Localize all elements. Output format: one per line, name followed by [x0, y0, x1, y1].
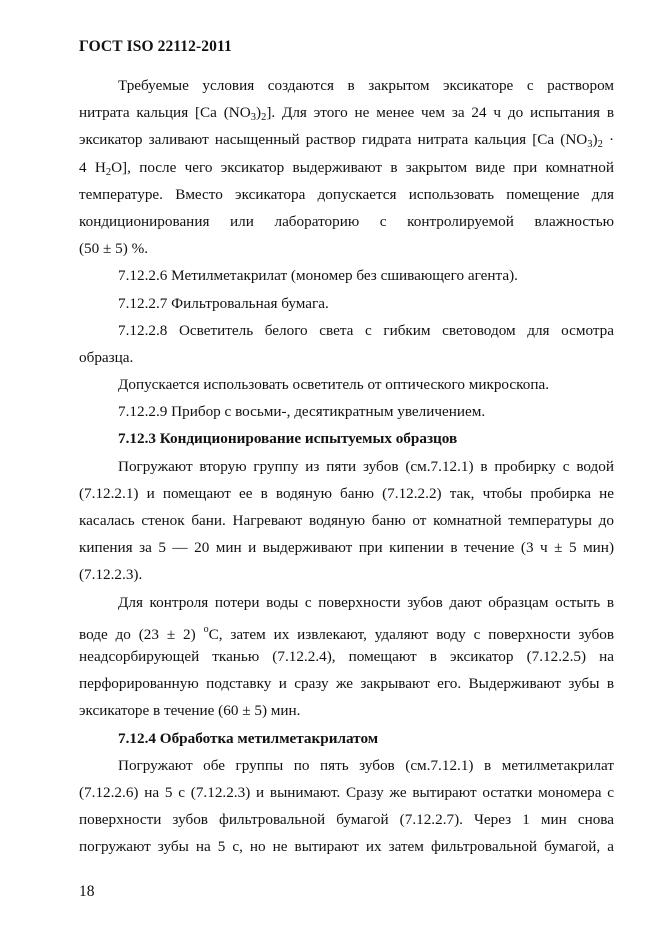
document-body [79, 72, 614, 860]
text-run: C, затем их извлекают, удаляют воду с поверхности зубов [208, 625, 614, 643]
subscript: 2 [105, 166, 112, 178]
text-run: O], после чего эксикатор выдерживают в закрытом виде при комнатной [111, 158, 615, 176]
text-line: образца. [79, 348, 134, 366]
microscope-note: Допускается использовать осветитель от оптического микроскопа. [118, 376, 549, 394]
text-line [79, 616, 614, 643]
text-line: (7.12.2.1) и помещают ее в водяную баню (7.12.2.2) так, чтобы пробирка не [79, 484, 614, 502]
text-line: Требуемые условия создаются в закрытом эксикаторе с раствором [118, 77, 614, 94]
paragraph-immersion [79, 453, 614, 589]
item-7-12-2-6: 7.12.2.6 Метилметакрилат (мономер без сшивающего агента). [118, 267, 518, 285]
paragraph-treatment [79, 752, 614, 861]
text-line: Для контроля потери воды с поверхности зубов дают образцам остыть в [118, 593, 614, 611]
page-number: 18 [79, 883, 95, 900]
text-line: кипения за 5 — 20 мин и выдерживают при кипении в течение (3 ч ± 5 мин) [79, 539, 614, 557]
section-heading-7-12-3: 7.12.3 Кондиционирование испытуемых образцов [118, 430, 458, 448]
text-run: воде до (23 ± 2) [79, 625, 204, 643]
subscript: 3 [587, 139, 593, 151]
text-line: (7.12.2.3). [79, 566, 143, 584]
text-line: кондиционирования или лабораторию с контролируемой влажностью [79, 212, 614, 230]
item-7-12-2-7: 7.12.2.7 Фильтровальная бумага. [118, 294, 329, 312]
paragraph-drying [79, 589, 614, 725]
document-header: ГОСТ ISO 22112-2011 [79, 38, 232, 55]
section-heading-7-12-4: 7.12.4 Обработка метилметакрилатом [118, 729, 379, 747]
subscript: 2 [597, 139, 603, 151]
text-line: перфорированную подставку и сразу же закрывают его. Выдерживают зубы в [79, 675, 614, 693]
text-run: · [602, 131, 614, 149]
text-line: эксикаторе в течение (60 ± 5) мин. [79, 702, 301, 720]
text-line: температуре. Вместо эксикатора допускается использовать помещение для [79, 185, 614, 203]
text-run: ]. Для этого не менее чем за 24 ч до испытания в [266, 104, 615, 122]
text-line: 7.12.2.8 Осветитель белого света с гибким световодом для осмотра [118, 321, 614, 339]
text-line: погружают зубы на 5 с, но не вытирают их затем фильтровальной бумагой, а [79, 838, 614, 856]
subscript: 3 [250, 112, 256, 124]
subscript: 2 [261, 112, 267, 124]
text-line [79, 154, 614, 181]
item-7-12-2-8 [79, 317, 614, 371]
text-line: (50 ± 5) %. [79, 240, 149, 258]
item-7-12-2-9: 7.12.2.9 Прибор с восьми-, десятикратным увеличением. [118, 403, 486, 421]
degree-superscript: o [203, 623, 209, 635]
text-line: поверхности зубов фильтровальной бумагой (7.12.2.7). Через 1 мин снова [79, 811, 614, 829]
paragraph-conditions [79, 72, 614, 262]
text-run: нитрата кальция [Ca (NO [79, 104, 251, 122]
text-line [79, 99, 614, 126]
text-line: Погружают обе группы по пять зубов (см.7.12.1) в метилметакрилат [118, 756, 614, 774]
text-line: (7.12.2.6) на 5 с (7.12.2.3) и вынимают. Сразу же вытирают остатки мономера с [79, 783, 614, 801]
text-run: ) [592, 131, 598, 149]
text-run: эксикатор заливают насыщенный раствор гидрата нитрата кальция [Ca (NO [79, 131, 588, 149]
text-run: ) [256, 104, 262, 122]
text-line: неадсорбирующей тканью (7.12.2.4), помещают в эксикатор (7.12.2.5) на [79, 647, 614, 665]
text-line: касалась стенок бани. Нагревают водяную баню от комнатной температуры до [79, 512, 614, 529]
text-run: 4 H [79, 158, 106, 176]
text-line: Погружают вторую группу из пяти зубов (см.7.12.1) в пробирку с водой [118, 457, 614, 475]
text-line [79, 126, 614, 153]
